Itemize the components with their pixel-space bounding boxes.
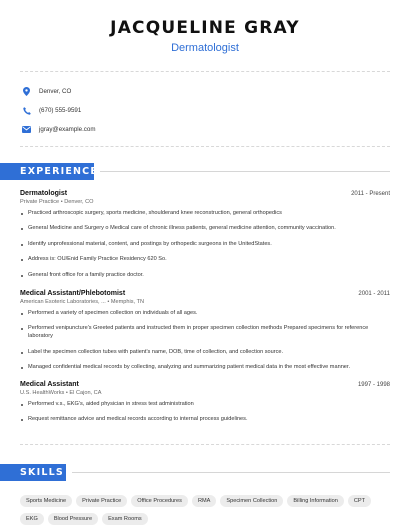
job-bullet: Performed venipuncture's Greeted patients and instructed them in proper specimen collection methods Prepared specimens for reference laboratory — [20, 325, 390, 341]
contact-email[interactable] — [22, 120, 96, 139]
experience-section-line — [100, 171, 390, 172]
candidate-role: Dermatologist — [171, 42, 239, 54]
skills-section-title: SKILLS — [0, 464, 66, 481]
skill-chip: Billing Information — [287, 495, 343, 507]
job-dates: 1997 - 1998 — [357, 382, 390, 388]
job-bullet: Performed v.s., EKG's, aided physician in stress test administration — [20, 401, 390, 409]
contact-phone — [22, 101, 96, 120]
job-bullet: Managed confidential medical records by collecting, analyzing and summarizing patient medical data in the most effective manner. — [20, 364, 390, 372]
job-bullet: Address is: OU/Enid Family Practice Residency 620 So. — [20, 256, 390, 264]
job-entry — [20, 290, 390, 379]
job-dates: 2001 - 2011 — [358, 291, 390, 297]
job-entry — [20, 381, 390, 432]
mail-icon — [22, 125, 31, 134]
skill-chip: CPT — [348, 495, 371, 507]
skills-section-line — [72, 472, 390, 473]
job-bullet: Practiced arthroscopic surgery, sports medicine, shoulderand knee reconstruction, general orthopedics — [20, 210, 390, 218]
job-bullets — [20, 401, 390, 424]
contact-phone-text: (670) 555-9591 — [39, 107, 82, 114]
contact-divider — [20, 146, 390, 147]
job-bullet: Request remittance advice and medical records according to internal process guidelines. — [20, 416, 390, 424]
resume-header — [0, 0, 410, 54]
job-bullet: Label the specimen collection tubes with patient's name, DOB, time of collection, and collection source. — [20, 349, 390, 357]
job-entry — [20, 190, 390, 287]
job-bullets — [20, 210, 390, 279]
skill-chip: Sports Medicine — [20, 495, 72, 507]
phone-icon — [22, 106, 31, 115]
job-employer: American Esoteric Laboratories, ... • Memphis, TN — [20, 299, 145, 305]
contact-list — [22, 82, 96, 139]
job-title: Medical Assistant/Phlebotomist — [20, 290, 126, 297]
job-bullet: Performed a variety of specimen collection on individuals of all ages. — [20, 310, 390, 318]
skill-chip: Exam Rooms — [102, 513, 148, 525]
job-bullet: Identify unprofessional material, content, and postings by orthopedic surgeons in the UnitedStates. — [20, 241, 390, 249]
skill-chip: Specimen Collection — [220, 495, 283, 507]
job-employer: U.S. HealthWorks • El Cajon, CA — [20, 390, 102, 396]
job-dates: 2011 - Present — [351, 191, 390, 197]
skill-chip: Office Procedures — [131, 495, 188, 507]
skill-chip: Blood Pressure — [48, 513, 98, 525]
experience-section-title: EXPERIENCE — [0, 163, 94, 180]
job-bullet: General Medicine and Surgery o Medical care of chronic illness patients, general medicine attention, community vaccination. — [20, 225, 390, 233]
job-bullets — [20, 310, 390, 372]
job-employer: Private Practice • Denver, CO — [20, 199, 94, 205]
contact-email-text[interactable]: jgray@example.com — [39, 126, 96, 133]
contact-location-text: Denver, CO — [39, 88, 72, 95]
header-divider — [20, 71, 390, 72]
job-bullet: General front office for a family practice doctor. — [20, 272, 390, 280]
experience-divider — [20, 444, 390, 445]
skill-chip: RMA — [192, 495, 216, 507]
job-title: Medical Assistant — [20, 381, 79, 388]
candidate-name: JACQUELINE GRAY — [110, 18, 300, 38]
contact-location — [22, 82, 96, 101]
skill-chip: Private Practice — [76, 495, 127, 507]
skills-list — [20, 495, 390, 525]
job-title: Dermatologist — [20, 190, 68, 197]
skill-chip: EKG — [20, 513, 44, 525]
location-pin-icon — [22, 87, 31, 96]
